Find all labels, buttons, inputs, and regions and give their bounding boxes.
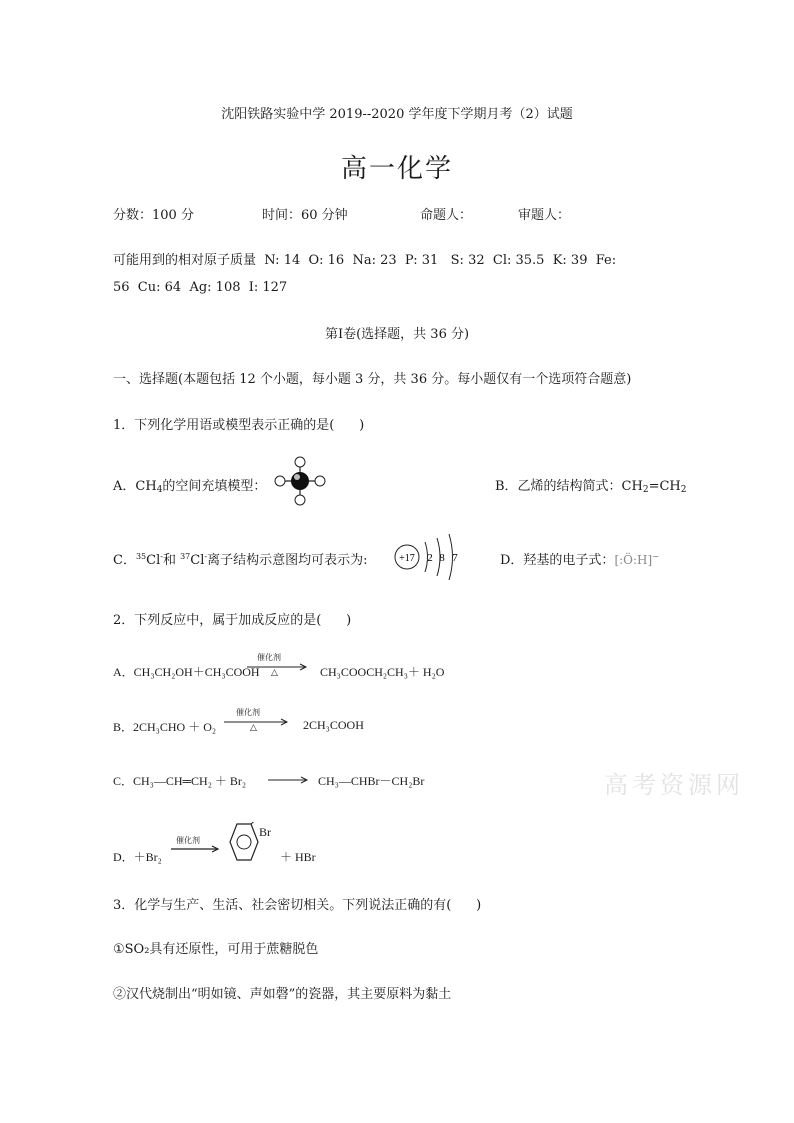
q2-d-catalyst: 催化剂 [176, 836, 200, 845]
q2-b-products: 2CH₃COOH [303, 718, 364, 732]
q2-b-catalyst: 催化剂 [236, 708, 260, 717]
q2-a-heat: △ [271, 668, 278, 678]
q1-b-prefix: B．乙烯的结构简式：CH [495, 479, 643, 494]
q2-b-label: B． [113, 720, 134, 734]
score-info: 分数：100 分 [113, 208, 194, 223]
bromobenzene-ring [222, 822, 264, 862]
q1-a-sub: 4 [156, 485, 163, 495]
q2-d-arrow [171, 836, 221, 856]
q1-c-suffix: 离子结构示意图均可表示为: [207, 553, 368, 568]
q3-stem: 3．化学与生产、生活、社会密切相关。下列说法正确的有( ) [113, 898, 482, 913]
q2-option-b [113, 718, 216, 735]
hydroxyl-electron-formula: [:Ö:H] [614, 553, 653, 567]
q1-c-mid1: Cl [146, 553, 161, 568]
q1-option-c [113, 549, 367, 568]
time-info: 时间：60 分钟 [262, 208, 348, 223]
q2-a-arrow [247, 655, 309, 679]
q1-c-mid2: 和 [162, 553, 181, 568]
q2-a-catalyst: 催化剂 [257, 653, 281, 662]
shell-2-electrons: 8 [439, 552, 445, 564]
section-instructions: 一、选择题(本题包括 12 个小题，每小题 3 分，共 36 分。每小题仅有一个选项符合题意) [113, 372, 632, 387]
atomic-masses-line1: 可能用到的相对原子质量 N: 14 O: 16 Na: 23 P: 31 S: 32 Cl: 35.5 K: 39 Fe: [113, 253, 617, 268]
setter-info: 命题人： [420, 208, 473, 223]
q2-a-label: A． [113, 665, 134, 679]
q2-option-a [113, 663, 260, 680]
q1-b-sub1: 2 [642, 485, 649, 495]
volume-title: 第Ⅰ卷(选择题，共 36 分) [324, 327, 470, 342]
q2-c-products: CH₃—CHBr－CH₂Br [318, 774, 425, 788]
hydroxyl-charge: − [652, 552, 659, 561]
atomic-masses-line2: 56 Cu: 64 Ag: 108 I: 127 [113, 280, 288, 295]
q1-stem: 1．下列化学用语或模型表示正确的是( ) [113, 418, 365, 433]
q1-d-text: D．羟基的电子式： [500, 553, 615, 568]
watermark: 高考资源网 [604, 771, 744, 799]
q1-c-minus2: - [204, 552, 208, 561]
q2-a-products: CH₃COOCH₂CH₃＋ H₂O [320, 665, 445, 679]
q2-stem: 2．下列反应中，属于加成反应的是( ) [113, 613, 352, 628]
q1-b-sub2: 2 [680, 485, 687, 495]
q2-b-arrow [224, 710, 290, 734]
q2-option-d: D．＋Br₂ [113, 850, 162, 864]
shell-3-electrons: 7 [452, 552, 458, 564]
q1-a-prefix: A．CH [113, 479, 157, 494]
reviewer-info: 审题人： [518, 208, 571, 223]
q1-option-d [500, 549, 659, 568]
q3-statement-1: ①SO₂具有还原性，可用于蔗糖脱色 [113, 942, 319, 957]
q1-b-mid: =CH [648, 479, 681, 494]
q1-a-suffix: 的空间充填模型： [162, 479, 267, 494]
q1-c-prefix: C． [113, 553, 136, 568]
q2-c-label: C． [113, 774, 134, 788]
q2-option-c [113, 772, 246, 789]
subject-title: 高一化学 [340, 154, 453, 184]
q1-c-sup2: 37 [180, 552, 191, 561]
q2-d-products: ＋ HBr [280, 850, 316, 864]
q2-a-reactants: CH₃CH₂OH＋CH₃COOH [133, 665, 260, 679]
q2-c-arrow [268, 772, 310, 788]
q1-c-sup1: 35 [135, 552, 147, 561]
q3-statement-2: ②汉代烧制出“明如镜、声如磬”的瓷器，其主要原料为黏土 [113, 987, 452, 1002]
q1-option-b [495, 475, 687, 495]
q1-option-a [113, 475, 266, 495]
shell-1-electrons: 2 [427, 552, 433, 564]
q2-c-reactants: CH₃—CH═CH₂ ＋ Br₂ [133, 774, 247, 788]
q2-b-reactants: 2CH₃CHO ＋ O₂ [133, 720, 217, 734]
q2-b-heat: △ [250, 723, 257, 733]
chloride-ion-structure-diagram [392, 530, 472, 582]
q1-c-mid3: Cl [190, 553, 205, 568]
nucleus-charge: +17 [399, 553, 415, 564]
q1-c-minus1: - [160, 552, 163, 561]
methane-space-filling-model [268, 455, 334, 507]
q2-d-bromo-label: Br [259, 825, 271, 839]
exam-header-line: 沈阳铁路实验中学 2019--2020 学年度下学期月考（2）试题 [221, 107, 573, 122]
